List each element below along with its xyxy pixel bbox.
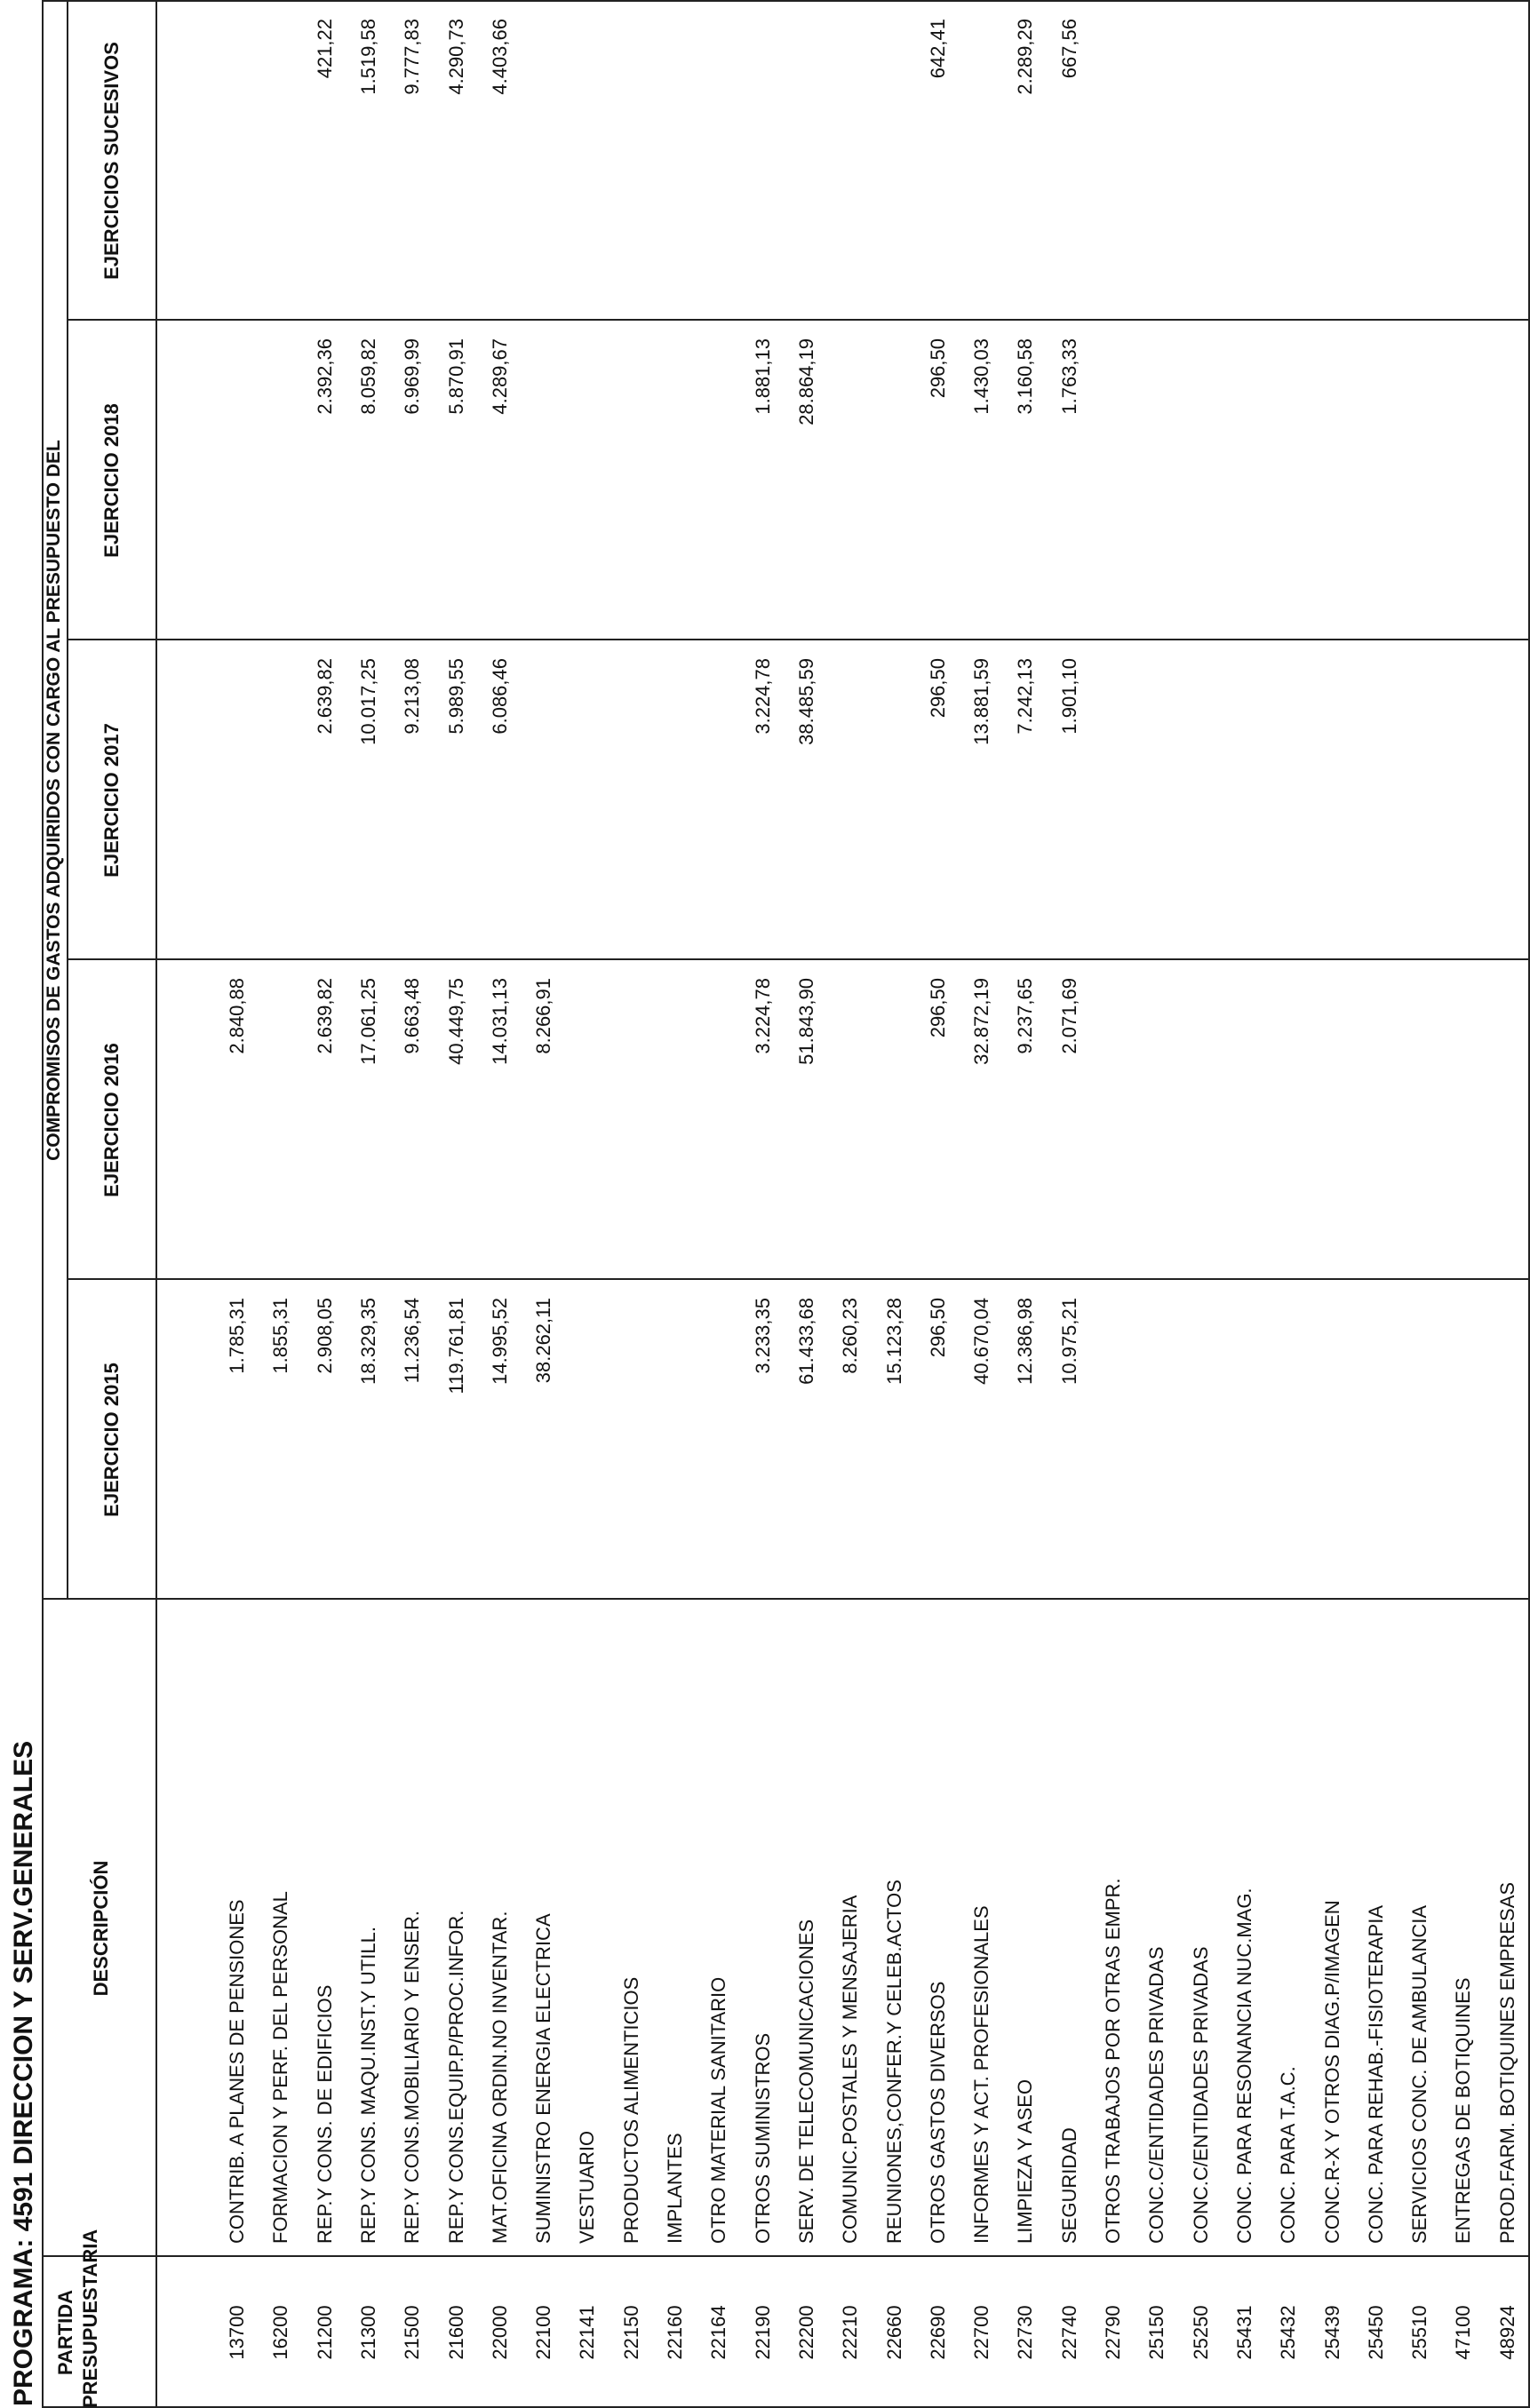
amount-cell-e2018: 5.870,91 (445, 338, 467, 415)
amount-cell-e2018: 1.881,13 (752, 338, 774, 415)
descripcion-cell: SEGURIDAD (1058, 2127, 1080, 2244)
amount-cell-e2017: 2.639,82 (314, 658, 336, 735)
amount-cell-e2015: 296,50 (927, 1298, 949, 1358)
partida-cell: 21600 (445, 2305, 467, 2360)
partida-cell: 22190 (752, 2305, 774, 2360)
amount-cell-e2015: 38.262,11 (532, 1298, 554, 1384)
amount-cell-e2016: 17.061,25 (357, 978, 379, 1065)
descripcion-cell: OTROS SUMINISTROS (752, 2032, 774, 2244)
amount-cell-sucesivos: 4.290,73 (445, 19, 467, 95)
amount-cell-e2015: 10.975,21 (1058, 1298, 1080, 1385)
amount-cell-e2018: 1.763,33 (1058, 338, 1080, 415)
descripcion-cell: PRODUCTOS ALIMENTICIOS (620, 1976, 642, 2244)
amount-cell-sucesivos: 1.519,58 (357, 19, 379, 95)
amount-cell-e2015: 18.329,35 (357, 1298, 379, 1385)
partida-cell: 21300 (357, 2305, 379, 2360)
amount-cell-e2017: 296,50 (927, 658, 949, 719)
descripcion-cell: IMPLANTES (664, 2133, 686, 2244)
descripcion-cell: OTROS GASTOS DIVERSOS (927, 1981, 949, 2244)
amount-cell-e2016: 2.840,88 (226, 978, 248, 1054)
partida-cell: 25450 (1365, 2305, 1387, 2360)
compromisos-divider (67, 0, 68, 1600)
table-right-border (42, 0, 1530, 2)
amount-cell-e2016: 32.872,19 (970, 978, 992, 1065)
amount-cell-e2015: 3.233,35 (752, 1298, 774, 1374)
amount-cell-e2015: 15.123,28 (883, 1298, 905, 1385)
amount-cell-e2017: 5.989,55 (445, 658, 467, 735)
partida-cell: 25439 (1321, 2305, 1343, 2360)
amount-cell-e2017: 1.901,10 (1058, 658, 1080, 735)
amount-cell-e2016: 51.843,90 (795, 978, 817, 1065)
descripcion-cell: CONTRIB. A PLANES DE PENSIONES (226, 1899, 248, 2244)
compromisos-header: COMPROMISOS DE GASTOS ADQUIRIDOS CON CARGO AL PRESUPUESTO DEL (44, 440, 64, 1161)
amount-cell-sucesivos: 421,22 (314, 19, 336, 79)
amount-cell-e2015: 14.995,52 (489, 1298, 511, 1385)
amount-cell-e2016: 8.266,91 (532, 978, 554, 1054)
amount-cell-e2015: 12.386,98 (1014, 1298, 1036, 1385)
amount-cell-e2018: 1.430,03 (970, 338, 992, 415)
descripcion-cell: REP.Y CONS. DE EDIFICIOS (314, 1984, 336, 2244)
amount-cell-e2015: 61.433,68 (795, 1298, 817, 1385)
partida-cell: 21500 (401, 2305, 423, 2360)
descripcion-cell: SERV. DE TELECOMUNICACIONES (795, 1919, 817, 2244)
partida-cell: 22660 (883, 2305, 905, 2360)
amount-cell-e2015: 40.670,04 (970, 1298, 992, 1385)
partida-cell: 22100 (532, 2305, 554, 2360)
partida-header (53, 2229, 103, 2408)
partida-cell: 22160 (664, 2305, 686, 2360)
descripcion-cell: CONC. PARA RESONANCIA NUC.MAG. (1233, 1887, 1255, 2244)
amount-cell-e2016: 40.449,75 (445, 978, 467, 1065)
partida-cell: 25432 (1277, 2305, 1299, 2360)
amount-cell-e2015: 11.236,54 (401, 1298, 423, 1384)
amount-cell-e2018: 28.864,19 (795, 338, 817, 425)
descripcion-cell: OTRO MATERIAL SANITARIO (707, 1976, 729, 2244)
descripcion-cell: OTROS TRABAJOS POR OTRAS EMPR. (1102, 1878, 1124, 2244)
partida-cell: 22164 (707, 2305, 729, 2360)
amount-cell-e2015: 1.785,31 (226, 1298, 248, 1374)
descripcion-cell: LIMPIEZA Y ASEO (1014, 2078, 1036, 2244)
amount-cell-e2015: 1.855,31 (269, 1298, 291, 1374)
amount-cell-e2016: 3.224,78 (752, 978, 774, 1054)
partida-cell: 47100 (1452, 2305, 1474, 2360)
descripcion-cell: CONC. PARA REHAB.-FISIOTERAPIA (1365, 1905, 1387, 2244)
partida-cell: 22000 (489, 2305, 511, 2360)
program-title: PROGRAMA: 4591 DIRECCION Y SERV.GENERALES (9, 1740, 38, 2406)
descripcion-cell: FORMACION Y PERF. DEL PERSONAL (269, 1891, 291, 2244)
header-bottom-border (155, 0, 157, 2408)
amount-cell-e2016: 9.237,65 (1014, 978, 1036, 1054)
partida-header-line1: PARTIDA (54, 2289, 76, 2376)
partida-cell: 22740 (1058, 2305, 1080, 2360)
amount-cell-e2016: 9.663,48 (401, 978, 423, 1054)
partida-cell: 25250 (1190, 2305, 1212, 2360)
descripcion-cell: COMUNIC.POSTALES Y MENSAJERIA (839, 1895, 861, 2244)
partida-cell: 22690 (927, 2305, 949, 2360)
partida-cell: 48924 (1496, 2305, 1518, 2360)
amount-cell-e2017: 38.485,59 (795, 658, 817, 745)
partida-cell: 22210 (839, 2305, 861, 2360)
amount-cell-e2016: 2.639,82 (314, 978, 336, 1054)
partida-cell: 22141 (576, 2305, 598, 2360)
partida-cell: 22200 (795, 2305, 817, 2360)
partida-cell: 22700 (970, 2305, 992, 2360)
amount-cell-e2017: 3.224,78 (752, 658, 774, 735)
col-divider-desc (42, 2255, 1530, 2257)
descripcion-cell: REP.Y CONS.EQUIP.P/PROC.INFOR. (445, 1910, 467, 2244)
descripcion-cell: CONC. PARA T.A.C. (1277, 2066, 1299, 2244)
descripcion-header: DESCRIPCIÓN (90, 1860, 112, 1997)
amount-cell-e2015: 8.260,23 (839, 1298, 861, 1374)
amount-cell-e2018: 296,50 (927, 338, 949, 399)
amount-cell-e2017: 13.881,59 (970, 658, 992, 745)
amount-cell-e2017: 10.017,25 (357, 658, 379, 745)
amount-cell-sucesivos: 2.289,29 (1014, 19, 1036, 95)
descripcion-cell: REUNIONES,CONFER.Y CELEB.ACTOS (883, 1880, 905, 2244)
descripcion-cell: CONC.C/ENTIDADES PRIVADAS (1145, 1946, 1167, 2244)
year-header-sucesivos: EJERCICIOS SUCESIVOS (100, 42, 123, 280)
amount-cell-e2015: 2.908,05 (314, 1298, 336, 1374)
partida-cell: 25150 (1145, 2305, 1167, 2360)
descripcion-cell: REP.Y CONS. MAQU.INST.Y UTILL. (357, 1927, 379, 2244)
amount-cell-sucesivos: 642,41 (927, 19, 949, 79)
descripcion-cell: INFORMES Y ACT. PROFESIONALES (970, 1905, 992, 2244)
amount-cell-e2018: 6.969,99 (401, 338, 423, 415)
partida-cell: 25431 (1233, 2305, 1255, 2360)
amount-cell-e2017: 9.213,08 (401, 658, 423, 735)
descripcion-cell: CONC.R-X Y OTROS DIAG.P/IMAGEN (1321, 1900, 1343, 2244)
descripcion-cell: CONC.C/ENTIDADES PRIVADAS (1190, 1946, 1212, 2244)
year-header-2016: EJERCICIO 2016 (100, 1043, 123, 1197)
amount-cell-e2018: 3.160,58 (1014, 338, 1036, 415)
amount-cell-e2018: 8.059,82 (357, 338, 379, 415)
amount-cell-e2016: 14.031,13 (489, 978, 511, 1065)
amount-cell-sucesivos: 4.403,66 (489, 19, 511, 95)
year-header-2017: EJERCICIO 2017 (100, 723, 123, 878)
descripcion-cell: SUMINISTRO ENERGIA ELECTRICA (532, 1913, 554, 2244)
partida-cell: 25510 (1408, 2305, 1430, 2360)
amount-cell-e2017: 6.086,46 (489, 658, 511, 735)
partida-cell: 22150 (620, 2305, 642, 2360)
year-header-2015: EJERCICIO 2015 (100, 1363, 123, 1517)
descripcion-cell: MAT.OFICINA ORDIN.NO INVENTAR. (489, 1911, 511, 2244)
partida-header-line2: PRESUPUESTARIA (79, 2229, 101, 2408)
partida-cell: 21200 (314, 2305, 336, 2360)
col-divider-sucesivos (67, 319, 1530, 321)
partida-cell: 16200 (269, 2305, 291, 2360)
year-header-2018: EJERCICIO 2018 (100, 403, 123, 558)
partida-cell: 22790 (1102, 2305, 1124, 2360)
descripcion-cell: PROD.FARM. BOTIQUINES EMPRESAS (1496, 1881, 1518, 2244)
amount-cell-e2018: 2.392,36 (314, 338, 336, 415)
amount-cell-e2018: 4.289,67 (489, 338, 511, 415)
partida-cell: 13700 (226, 2305, 248, 2360)
amount-cell-sucesivos: 9.777,83 (401, 19, 423, 95)
col-divider-2017 (67, 958, 1530, 960)
col-divider-2015 (42, 1598, 1530, 1600)
descripcion-cell: REP.Y CONS.MOBILIARIO Y ENSER. (401, 1911, 423, 2244)
amount-cell-e2015: 119.761,81 (445, 1298, 467, 1395)
amount-cell-e2016: 296,50 (927, 978, 949, 1038)
col-divider-2016 (67, 1278, 1530, 1280)
col-divider-2018 (67, 639, 1530, 640)
descripcion-cell: VESTUARIO (576, 2130, 598, 2244)
partida-cell: 22730 (1014, 2305, 1036, 2360)
descripcion-cell: ENTREGAS DE BOTIQUINES (1452, 1977, 1474, 2244)
amount-cell-e2017: 7.242,13 (1014, 658, 1036, 735)
descripcion-cell: SERVICIOS CONC. DE AMBULANCIA (1408, 1904, 1430, 2244)
amount-cell-e2016: 2.071,69 (1058, 978, 1080, 1054)
amount-cell-sucesivos: 667,56 (1058, 19, 1080, 79)
